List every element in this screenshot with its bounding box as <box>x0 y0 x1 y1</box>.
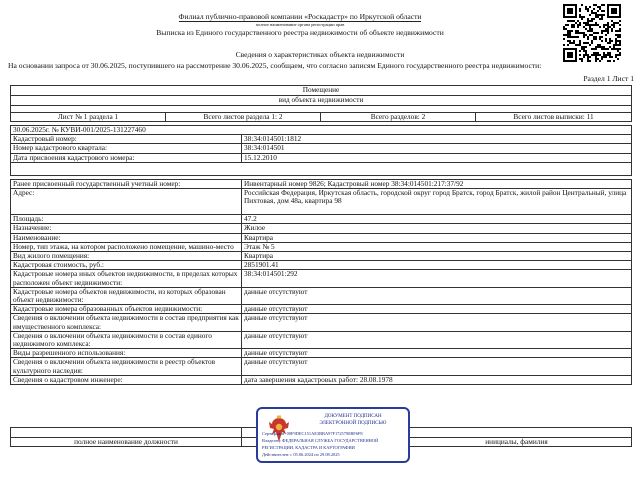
stamp-validity: Действителен: с 05.06.2024 по 29.08.2025 <box>262 452 340 457</box>
sheet-number: Лист № 1 раздела 1 <box>11 113 166 122</box>
object-kind-table <box>10 85 632 113</box>
row-value: данные отсутствуют <box>242 358 632 375</box>
row-value: 15.12.2010 <box>242 153 632 162</box>
qr-code-icon <box>563 4 621 62</box>
row-label: Номер кадастрового квартала: <box>11 144 242 153</box>
table-row <box>11 252 632 261</box>
row-label: Сведения о включении объекта недвижимости в реестр объектов культурного наследия: <box>11 358 242 375</box>
stamp-owner2: РЕГИСТРАЦИИ, КАДАСТРА И КАРТОГРАФИИ <box>262 445 355 450</box>
row-label: Кадастровые номера объектов недвижимости, из которых образован объект недвижимости: <box>11 287 242 304</box>
row-value: данные отсутствуют <box>242 287 632 304</box>
row-label: Кадастровый номер: <box>11 135 242 144</box>
cadastral-table-a <box>10 125 632 176</box>
table-row <box>11 314 632 331</box>
row-label: Номер, тип этажа, на котором расположено помещение, машино-место <box>11 242 242 251</box>
row-label: Кадастровые номера образованных объектов недвижимости: <box>11 305 242 314</box>
row-label: Дата присвоения кадастрового номера: <box>11 153 242 162</box>
extract-title: Выписка из Единого государственного реестра недвижимости об объекте недвижимости <box>156 28 444 37</box>
electronic-signature-stamp <box>256 407 410 463</box>
table-row <box>11 287 632 304</box>
row-label: Кадастровая стоимость, руб.: <box>11 261 242 270</box>
row-label: Виды разрешенного использования: <box>11 349 242 358</box>
table-row <box>11 153 632 162</box>
section-title: Сведения о характеристиках объекта недвижимости <box>235 50 405 59</box>
row-value: Квартира <box>242 252 632 261</box>
stamp-owner1: Владелец: ФЕДЕРАЛЬНАЯ СЛУЖБА ГОСУДАРСТВЕННОЙ <box>262 438 379 443</box>
row-value: Этаж № 5 <box>242 242 632 251</box>
table-row <box>11 305 632 314</box>
row-label: Адрес: <box>11 189 242 215</box>
table-row <box>11 233 632 242</box>
table-row <box>11 270 632 287</box>
table-row <box>11 375 632 384</box>
row-value: данные отсутствуют <box>242 349 632 358</box>
table-row <box>11 349 632 358</box>
table-row <box>11 144 632 153</box>
row-value: Жилое <box>242 224 632 233</box>
row-value: данные отсутствуют <box>242 331 632 348</box>
table-row <box>11 215 632 224</box>
row-label: Сведения о включении объекта недвижимости в состав единого недвижимого комплекса: <box>11 331 242 348</box>
basis-text: На основании запроса от 30.06.2025, поступившего на рассмотрение 30.06.2025, сообщаем, что согласно записям Единого государственного реестра недвижимости: <box>8 61 542 70</box>
table-row <box>11 135 632 144</box>
stamp-line2: ЭЛЕКТРОННОЙ ПОДПИСЬЮ <box>319 421 387 426</box>
org-name: Филиал публично-правовой компании «Роскадастр» по Иркутской области <box>178 12 422 21</box>
sections-total: Всего разделов: 2 <box>321 113 476 122</box>
table-row <box>11 180 632 189</box>
sheet-info-table <box>10 112 632 122</box>
stamp-line1: ДОКУМЕНТ ПОДПИСАН <box>324 414 382 419</box>
table-row <box>11 358 632 375</box>
row-label: Вид жилого помещения: <box>11 252 242 261</box>
table-row <box>11 224 632 233</box>
row-value: 38:34:014501 <box>242 144 632 153</box>
row-value: Российская Федерация, Иркутская область, городской округ город Братск, город Братск, жилой район Центральный, улица Пихтовая, дом 48а, квартира 98 <box>242 189 632 215</box>
row-value: Инвентарный номер 9826; Кадастровый номер 38:34:014501:217:37/92 <box>242 180 632 189</box>
row-label: Площадь: <box>11 215 242 224</box>
stamp-cert: Сертификат: 00F9DEC151AE3BBA97F1725790BF6F8 <box>262 431 363 436</box>
row-value: Квартира <box>242 233 632 242</box>
row-value: данные отсутствуют <box>242 314 632 331</box>
extract-sheets-total: Всего листов выписки: 11 <box>476 113 632 122</box>
org-caption: полное наименование органа регистрации прав <box>255 22 345 27</box>
row-label: Наименование: <box>11 233 242 242</box>
request-line: 30.06.2025г. № КУВИ-001/2025-131227460 <box>11 126 632 135</box>
name-caption: инициалы, фамилия <box>402 438 632 447</box>
row-value: дата завершения кадастровых работ: 28.08.1978 <box>242 375 632 384</box>
row-label: Сведения о кадастровом инженере: <box>11 375 242 384</box>
row-label: Сведения о включении объекта недвижимости в состав предприятия как имущественного комплекса: <box>11 314 242 331</box>
row-value: 2851901.41 <box>242 261 632 270</box>
section-page: Раздел 1 Лист 1 <box>583 74 634 83</box>
row-value: 47.2 <box>242 215 632 224</box>
table-row <box>11 189 632 215</box>
table-row <box>11 242 632 251</box>
table-row <box>11 261 632 270</box>
row-label: Кадастровые номера иных объектов недвижимости, в пределах которых расположен объект недвижимости: <box>11 270 242 287</box>
table-row <box>11 331 632 348</box>
row-label: Ранее присвоенный государственный учетный номер: <box>11 180 242 189</box>
position-caption: полное наименование должности <box>11 438 242 447</box>
object-kind: Помещение <box>11 86 632 96</box>
row-value: данные отсутствуют <box>242 305 632 314</box>
row-value: 38:34:014501:292 <box>242 270 632 287</box>
row-label: Назначение: <box>11 224 242 233</box>
object-kind-caption: вид объекта недвижимости <box>11 96 632 106</box>
cadastral-table-b <box>10 179 632 385</box>
row-value: 38:34:014501:1812 <box>242 135 632 144</box>
sheets-total: Всего листов раздела 1: 2 <box>166 113 321 122</box>
